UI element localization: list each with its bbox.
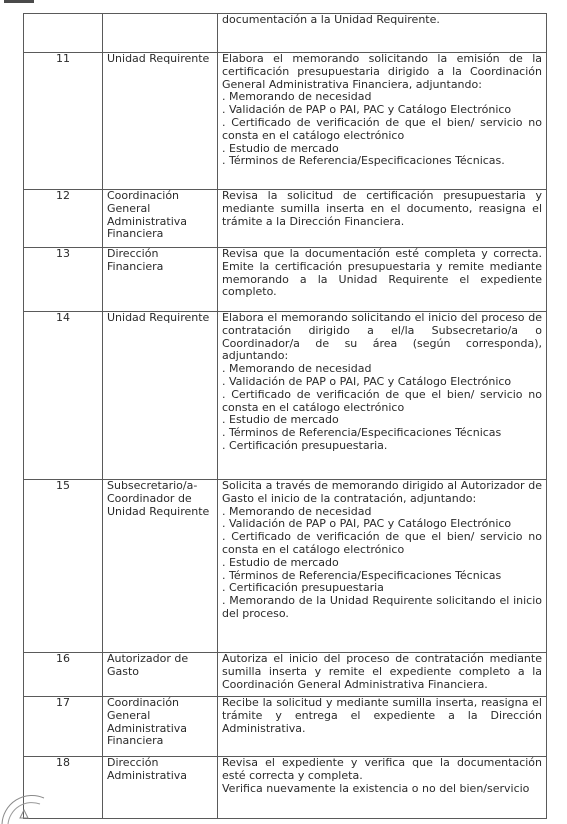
page-edge-mark (4, 0, 34, 3)
table-row (24, 757, 547, 819)
step-number: 11 (24, 53, 103, 190)
table-row (24, 653, 547, 697)
responsible-unit: Dirección Financiera (103, 248, 218, 312)
procedure-table (23, 13, 547, 819)
activity-line: Elabora el memorando solicitando la emisión de la certificación presupuestaria dirigido a la Coordinación General Administrativa Financiera, adjuntando: (222, 52, 542, 91)
activity-line: Recibe la solicitud y mediante sumilla inserta, reasigna el trámite y entrega el expediente a la Dirección Administrativa. (222, 696, 542, 735)
table-row (24, 14, 547, 53)
table-row (24, 312, 547, 480)
activity-line: Autoriza el inicio del proceso de contratación mediante sumilla inserta y remite el expediente completo a la Coordinación General Administrativa Financiera. (222, 652, 542, 691)
step-number: 14 (24, 312, 103, 480)
responsible-unit: Coordinación General Administrativa Financiera (103, 190, 218, 248)
activity-line: Verifica nuevamente la existencia o no del bien/servicio (222, 781, 530, 795)
step-number: 16 (24, 653, 103, 697)
activity-line: . Memorando de la Unidad Requirente solicitando el inicio del proceso. (222, 594, 542, 620)
activity-description (218, 653, 547, 697)
activity-line: . Certificado de verificación de que el bien/ servicio no consta en el catálogo electrónico (222, 115, 542, 142)
table-row (24, 480, 547, 653)
activity-description (218, 757, 547, 819)
activity-line: . Certificado de verificación de que el bien/ servicio no consta en el catálogo electrónico (222, 530, 542, 556)
activity-line: . Certificado de verificación de que el bien/ servicio no consta en el catálogo electrónico (222, 387, 542, 414)
activity-description (218, 480, 547, 653)
activity-line: . Memorando de necesidad (222, 504, 372, 518)
activity-line: . Validación de PAP o PAI, PAC y Catálogo Electrónico (222, 517, 512, 531)
activity-line: . Términos de Referencia/Especificaciones Técnicas. (222, 154, 505, 168)
activity-line: . Términos de Referencia/Especificaciones Técnicas (222, 568, 502, 582)
table-row (24, 248, 547, 312)
activity-description (218, 190, 547, 248)
activity-description (218, 14, 547, 53)
activity-line: . Certificación presupuestaria. (222, 438, 388, 452)
activity-line: . Memorando de necesidad (222, 362, 372, 376)
step-number: 13 (24, 248, 103, 312)
responsible-unit: Autorizador de Gasto (103, 653, 218, 697)
activity-description (218, 312, 547, 480)
activity-line: . Estudio de mercado (222, 555, 339, 569)
responsible-unit: Unidad Requirente (103, 53, 218, 190)
step-number (24, 14, 103, 53)
responsible-unit: Dirección Administrativa (103, 757, 218, 819)
activity-line: . Estudio de mercado (222, 141, 339, 155)
responsible-unit: Subsecretario/a-Coordinador de Unidad Requirente (103, 480, 218, 653)
responsible-unit: Unidad Requirente (103, 312, 218, 480)
step-number: 18 (24, 757, 103, 819)
activity-line: . Certificación presupuestaria (222, 581, 384, 595)
activity-line: . Validación de PAP o PAI, PAC y Catálogo Electrónico (222, 103, 512, 117)
activity-line: Elabora el memorando solicitando el inicio del proceso de contratación dirigido a el/la Subsecretario/a o Coordinador/a de su área (según corresponda), adjuntando: (222, 311, 542, 363)
table-row (24, 190, 547, 248)
activity-line: Revisa la solicitud de certificación presupuestaria y mediante sumilla inserta en el documento, reasigna el trámite a la Dirección Financiera. (222, 189, 542, 228)
step-number: 12 (24, 190, 103, 248)
stamp-seal-icon (0, 784, 48, 824)
responsible-unit: Coordinación General Administrativa Financiera (103, 697, 218, 757)
activity-description (218, 697, 547, 757)
table-row (24, 697, 547, 757)
step-number: 15 (24, 480, 103, 653)
activity-line: Solicita a través de memorando dirigido al Autorizador de Gasto el inicio de la contratación, adjuntando: (222, 479, 542, 505)
procedure-table-body (24, 14, 547, 819)
activity-line: Revisa que la documentación esté completa y correcta. Emite la certificación presupuestaria y remite mediante memorando a la Unidad Requirente el expediente completo. (222, 247, 542, 299)
activity-description (218, 53, 547, 190)
responsible-unit (103, 14, 218, 53)
step-number: 17 (24, 697, 103, 757)
activity-line: . Memorando de necesidad (222, 90, 372, 104)
activity-line: . Estudio de mercado (222, 413, 339, 427)
table-row (24, 53, 547, 190)
activity-line: Revisa el expediente y verifica que la documentación esté correcta y completa. (222, 756, 542, 782)
activity-line: . Validación de PAP o PAI, PAC y Catálogo Electrónico (222, 374, 512, 388)
activity-line: . Términos de Referencia/Especificaciones Técnicas (222, 426, 502, 440)
activity-description (218, 248, 547, 312)
activity-line: documentación a la Unidad Requirente. (222, 13, 440, 26)
